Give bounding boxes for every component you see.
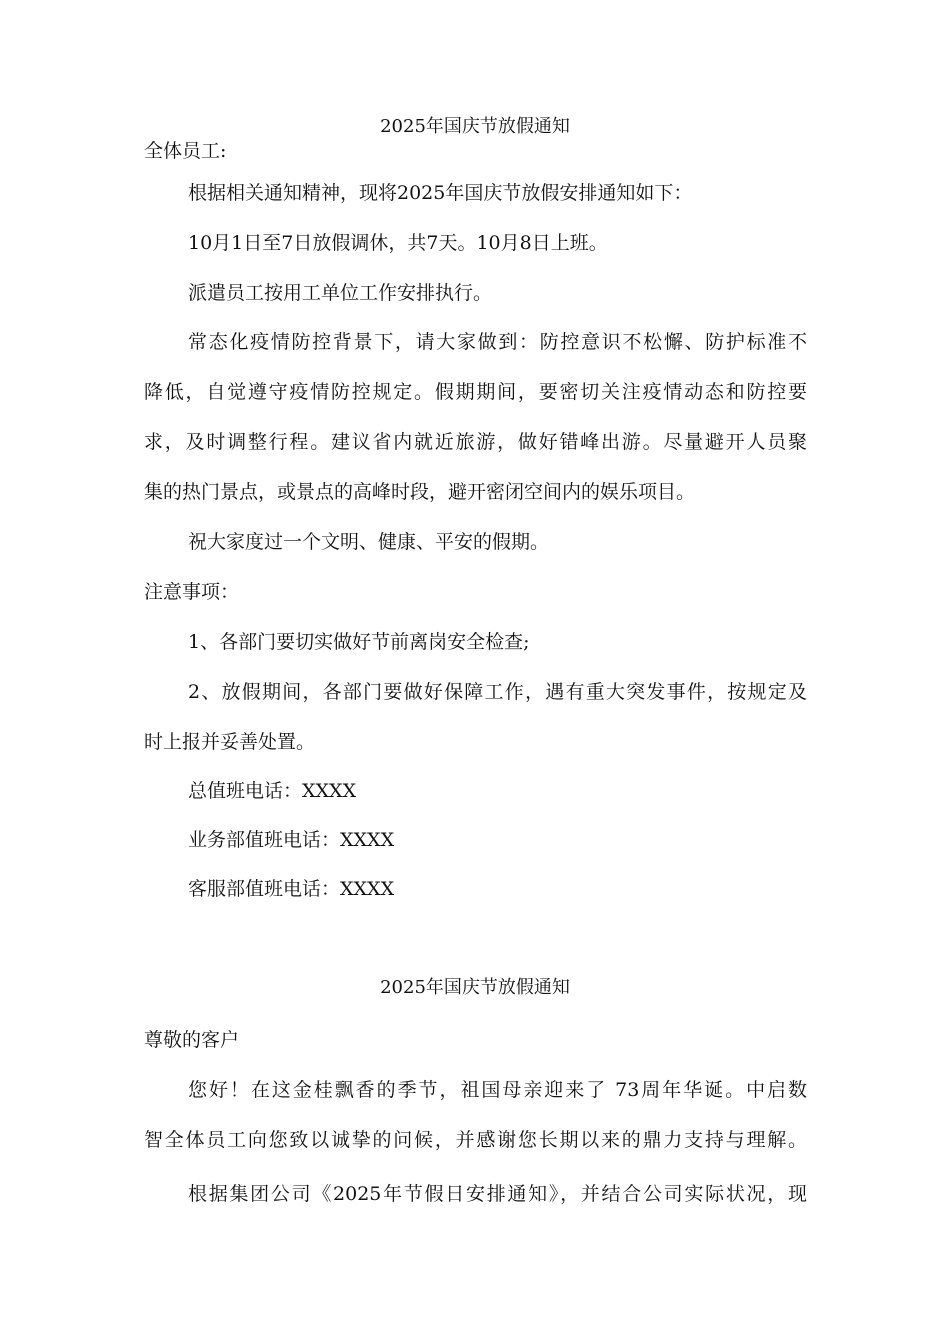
greeting-line: 您好！在这金桂飘香的季节，祖国母亲迎来了 73周年华诞。中启数 (188, 1079, 807, 1101)
intro-paragraph: 根据相关通知精神，现将2025年国庆节放假安排通知如下： (188, 182, 693, 204)
phone-line: 业务部值班电话：XXXX (188, 829, 395, 851)
note-item: 时上报并妥善处置。 (144, 731, 316, 753)
phone-line: 总值班电话：XXXX (188, 780, 357, 802)
dispatched-paragraph: 派遣员工按用工单位工作安排执行。 (188, 282, 493, 304)
notice-title: 2025年国庆节放假通知 (380, 977, 570, 998)
covid-line: 降低，自觉遵守疫情防控规定。假期期间，要密切关注疫情动态和防控要 (144, 381, 807, 403)
covid-line: 集的热门景点，或景点的高峰时段，避开密闭空间内的娱乐项目。 (144, 481, 696, 503)
wish-paragraph: 祝大家度过一个文明、健康、平安的假期。 (188, 531, 550, 553)
phone-line: 客服部值班电话：XXXX (188, 878, 395, 900)
schedule-paragraph: 10月1日至7日放假调休，共7天。10月8日上班。 (188, 232, 608, 254)
covid-line: 常态化疫情防控背景下，请大家做到：防控意识不松懈、防护标准不 (188, 331, 807, 353)
basis-line: 根据集团公司《2025年节假日安排通知》，并结合公司实际状况，现 (188, 1183, 807, 1205)
note-item: 1、各部门要切实做好节前离岗安全检查; (188, 631, 530, 653)
salutation: 全体员工: (144, 140, 227, 162)
greeting-line: 智全体员工向您致以诚挚的问候，并感谢您长期以来的鼎力支持与理解。 (144, 1129, 807, 1151)
notes-heading: 注意事项： (144, 581, 240, 603)
salutation: 尊敬的客户 (144, 1029, 240, 1051)
note-item: 2、放假期间，各部门要做好保障工作，遇有重大突发事件，按规定及 (188, 681, 807, 703)
notice-title: 2025年国庆节放假通知 (380, 116, 570, 137)
covid-line: 求，及时调整行程。建议省内就近旅游，做好错峰出游。尽量避开人员聚 (144, 431, 807, 453)
